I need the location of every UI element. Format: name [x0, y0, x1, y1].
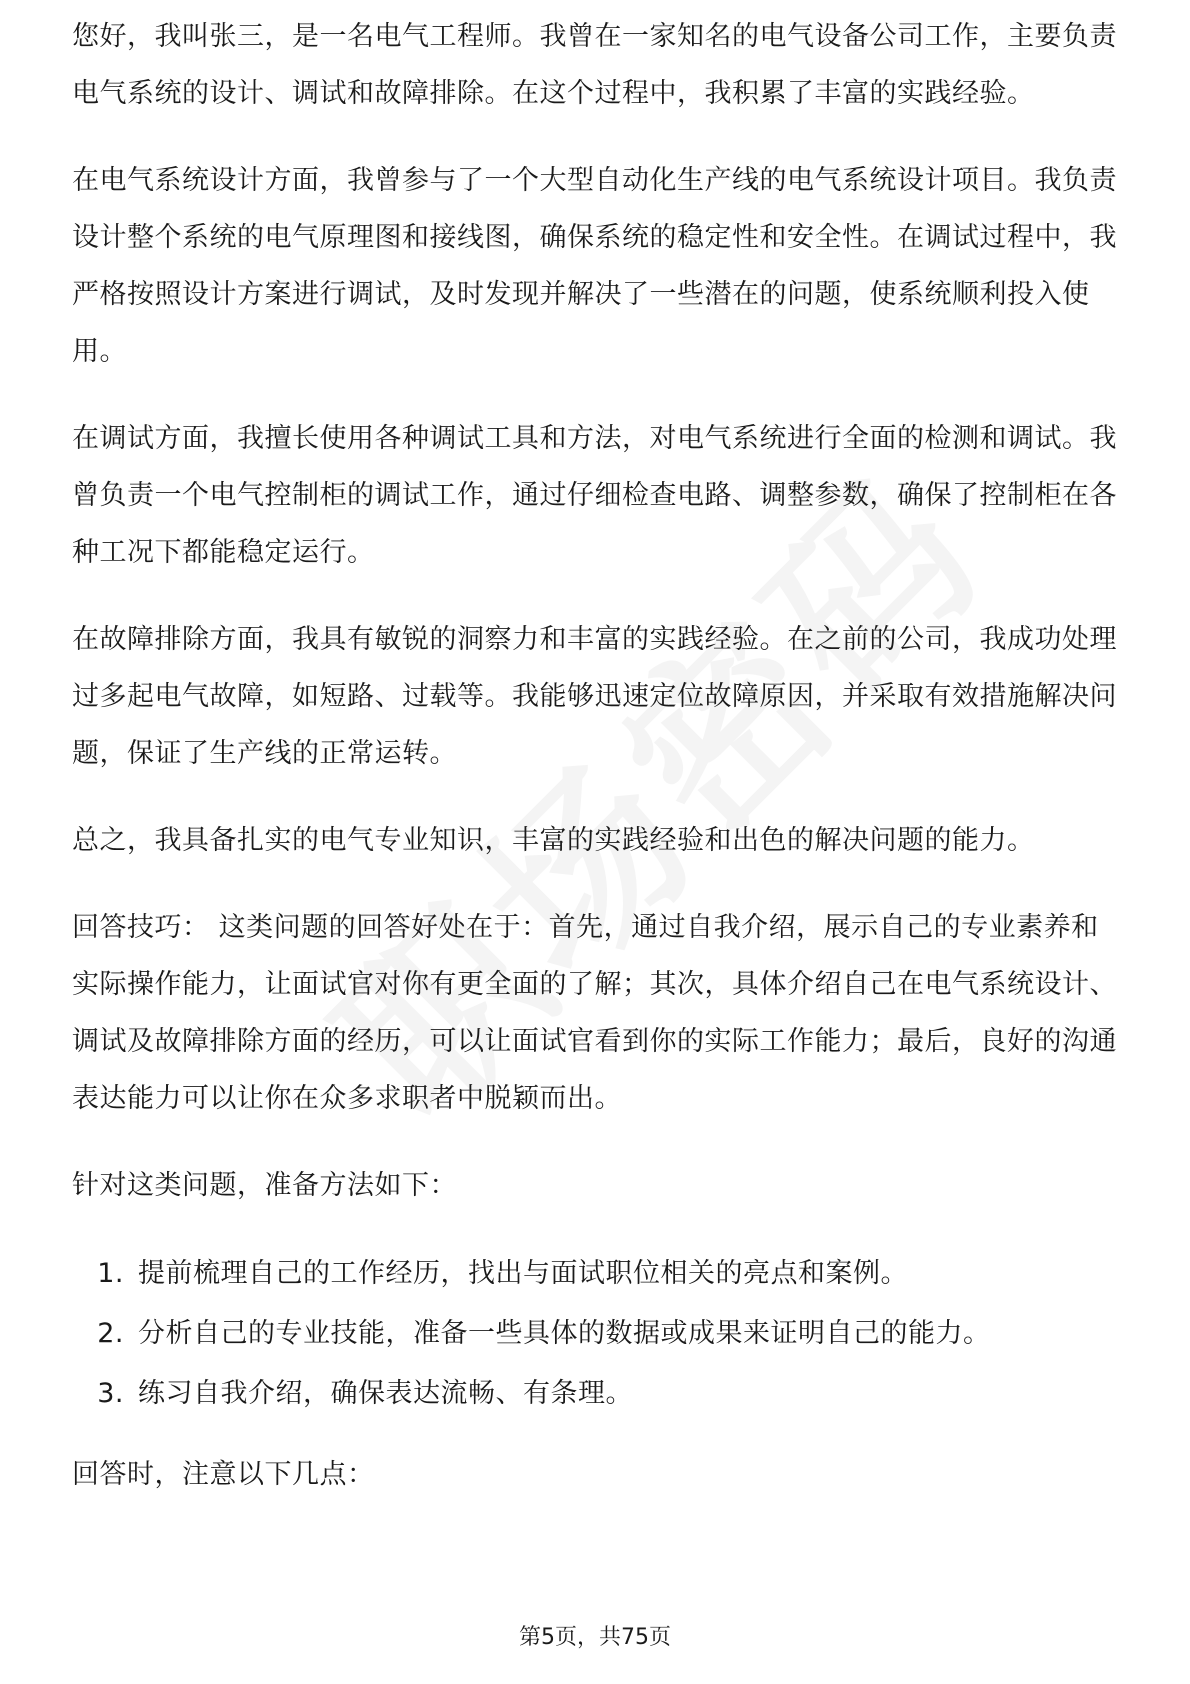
list-number: 2. [97, 1318, 124, 1349]
list-number: 3. [97, 1378, 124, 1409]
page-footer: 第5页，共75页 [519, 1625, 671, 1650]
paragraph-troubleshooting: 在故障排除方面，我具有敏锐的洞察力和丰富的实践经验。在之前的公司，我成功处理过多起电气故障，如短路、过载等。我能够迅速定位故障原因，并采取有效措施解决问题，保证了生产线的正常运转。 [72, 624, 1117, 769]
document-body [72, 14, 1122, 1533]
list-item [72, 1364, 1122, 1424]
list-number: 1. [97, 1258, 124, 1289]
paragraph-summary: 总之，我具备扎实的电气专业知识，丰富的实践经验和出色的解决问题的能力。 [72, 825, 1035, 856]
paragraph-intro: 您好，我叫张三，是一名电气工程师。我曾在一家知名的电气设备公司工作，主要负责电气系统的设计、调试和故障排除。在这个过程中，我积累了丰富的实践经验。 [72, 21, 1117, 109]
paragraph-closing: 回答时，注意以下几点： [72, 1459, 375, 1490]
paragraph-tips: 回答技巧： 这类问题的回答好处在于：首先，通过自我介绍，展示自己的专业素养和实际操作能力，让面试官对你有更全面的了解；其次，具体介绍自己在电气系统设计、调试及故障排除方面的经历，可以让面试官看到你的实际工作能力；最后，良好的沟通表达能力可以让你在众多求职者中脱颖而出。 [72, 912, 1117, 1114]
paragraph-prep-heading: 针对这类问题，准备方法如下： [72, 1170, 457, 1201]
list-item [72, 1244, 1122, 1304]
prep-list [72, 1244, 1122, 1424]
paragraph-debugging: 在调试方面，我擅长使用各种调试工具和方法，对电气系统进行全面的检测和调试。我曾负责一个电气控制柜的调试工作，通过仔细检查电路、调整参数，确保了控制柜在各种工况下都能稳定运行。 [72, 423, 1117, 568]
list-text: 提前梳理自己的工作经历，找出与面试职位相关的亮点和案例。 [138, 1258, 908, 1289]
paragraph-design: 在电气系统设计方面，我曾参与了一个大型自动化生产线的电气系统设计项目。我负责设计整个系统的电气原理图和接线图，确保系统的稳定性和安全性。在调试过程中，我严格按照设计方案进行调试，及时发现并解决了一些潜在的问题，使系统顺利投入使用。 [72, 165, 1117, 367]
list-text: 分析自己的专业技能，准备一些具体的数据或成果来证明自己的能力。 [138, 1318, 991, 1349]
list-item [72, 1304, 1122, 1364]
list-text: 练习自我介绍，确保表达流畅、有条理。 [138, 1378, 633, 1409]
